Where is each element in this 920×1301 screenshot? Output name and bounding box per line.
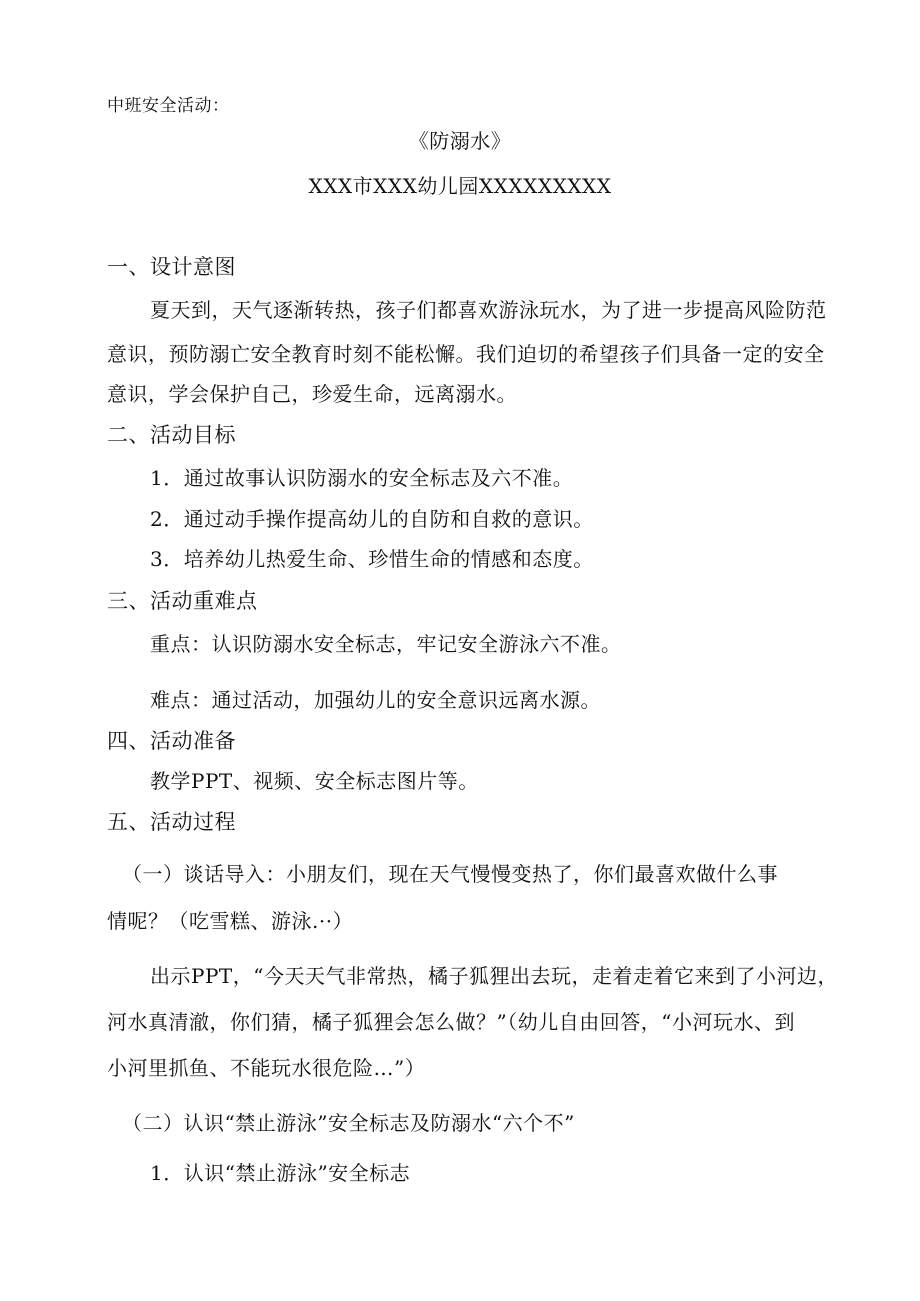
preparation-text: 教学PPT、视频、安全标志图片等。 [150, 769, 479, 793]
goal-item: 3．培养幼儿热爱生命、珍惜生命的情感和态度。 [150, 547, 594, 571]
goal-item: 1．通过故事认识防溺水的安全标志及六不准。 [150, 466, 574, 490]
section-heading-goals: 二、活动目标 [107, 423, 236, 447]
activity-label: 中班安全活动： [107, 96, 230, 116]
goal-item: 2．通过动手操作提高幼儿的自防和自救的意识。 [150, 507, 594, 531]
paragraph-line: 意识，预防溺亡安全教育时刻不能松懈。我们迫切的希望孩子们具备一定的安全 [107, 342, 825, 366]
difficult-point: 难点：通过活动，加强幼儿的安全意识远离水源。 [150, 688, 601, 712]
subsection-item: 1．认识“禁止游泳”安全标志 [150, 1161, 411, 1185]
paragraph-line: 出示PPT，“今天天气非常热，橘子狐狸出去玩，走着走着它来到了小河边， [150, 964, 838, 988]
section-heading-key-points: 三、活动重难点 [107, 589, 258, 613]
school-name: XXX市XXX幼儿园XXXXXXXXX [308, 174, 612, 198]
paragraph-line: 情呢？（吃雪糕、游泳.··） [107, 909, 354, 933]
paragraph-line: 河水真清澈，你们猜，橘子狐狸会怎么做？”（幼儿自由回答，“小河玩水、到 [107, 1010, 795, 1034]
key-point: 重点：认识防溺水安全标志，牢记安全游泳六不准。 [150, 632, 622, 656]
paragraph-line: （一）谈话导入：小朋友们，现在天气慢慢变热了，你们最喜欢做什么事 [122, 862, 778, 886]
paragraph-line: 小河里抓鱼、不能玩水很危险…”） [107, 1056, 426, 1080]
document-title: 《防溺水》 [408, 129, 512, 153]
paragraph-line: 意识，学会保护自己，珍爱生命，远离溺水。 [107, 382, 517, 406]
section-heading-preparation: 四、活动准备 [107, 729, 236, 753]
section-heading-design-intent: 一、设计意图 [107, 255, 236, 279]
paragraph-line: 夏天到，天气逐渐转热，孩子们都喜欢游泳玩水，为了进一步提高风险防范 [150, 298, 827, 322]
section-heading-process: 五、活动过程 [107, 810, 236, 834]
subsection-heading: （二）认识“禁止游泳”安全标志及防溺水“六个不” [122, 1111, 575, 1135]
